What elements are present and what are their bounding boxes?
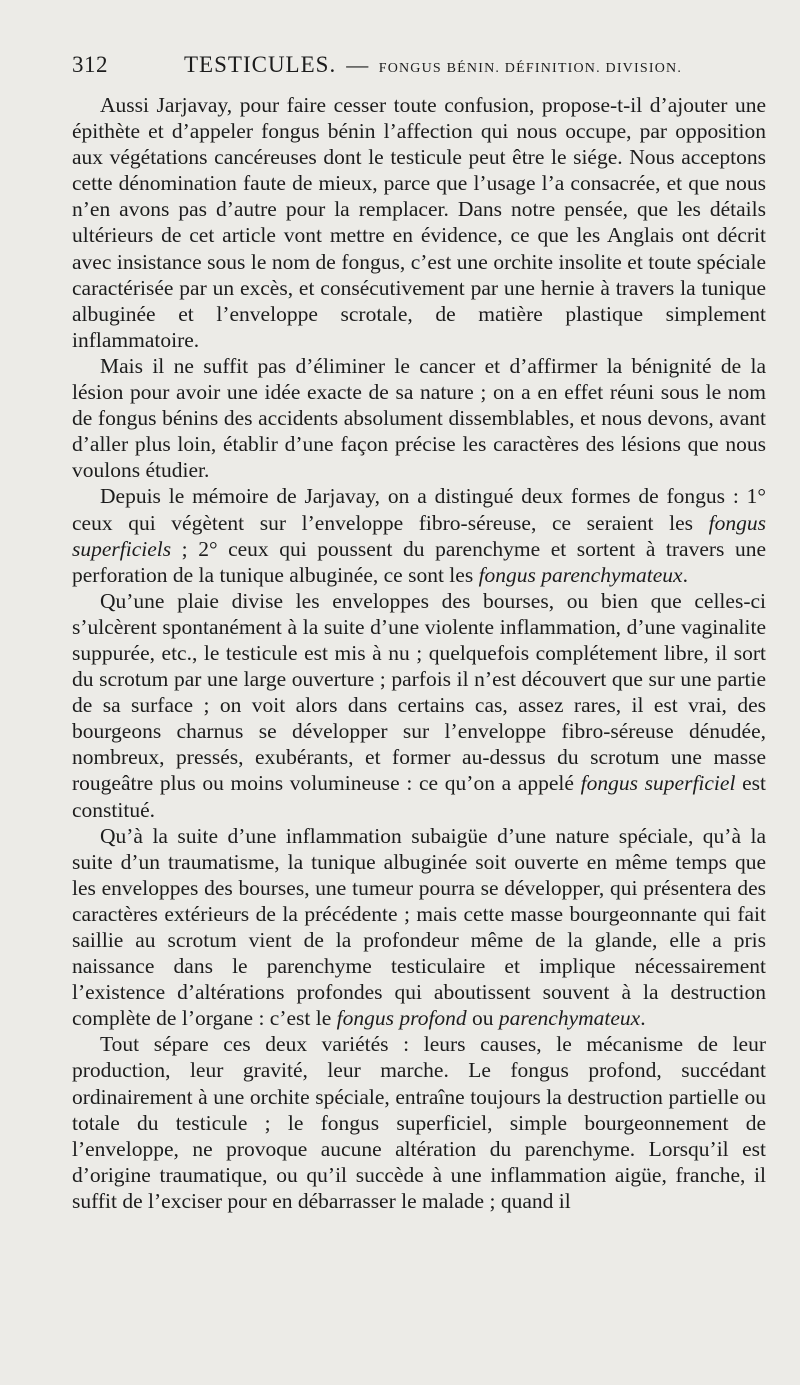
text-run: Tout sépare ces deux variétés : leurs causes, le mécanisme de leur production, leur gravité, leur marche. Le fongus profond, succédant ordinairement à une orchite spéciale, entraîne toujours la destruction partielle ou totale du testicule ; le fongus superficiel, simple bourgeonnement de l’enveloppe, ne provoque aucune altération du parenchyme. Lorsqu’il est d’origine traumatique, ou qu’il succède à une inflammation aigüe, franche, il suffit de l’exciser pour en débarrasser le malade ; quand il [72,1032,766,1213]
text-run: ; 2° ceux qui poussent du parenchyme et sortent à travers une perforation de la tunique albuginée, ce sont les [72,536,766,587]
paragraph-3 [72,483,766,587]
page-number: 312 [72,52,108,77]
italic-term: fongus superficiels [72,510,766,561]
running-header [72,52,766,90]
paragraph-5 [72,823,766,1032]
body-text [72,92,766,1214]
text-run: Depuis le mémoire de Jarjavay, on a distingué deux formes de fongus : 1° ceux qui végètent sur l’enveloppe fibro-séreuse, ce seraient les [72,484,766,535]
running-title: TESTICULES. [184,52,337,77]
paragraph-1 [72,92,766,353]
paragraph-6 [72,1031,766,1214]
italic-term: parenchymateux [498,1006,641,1031]
italic-term: fongus parenchymateux [478,562,683,587]
text-run: Aussi Jarjavay, pour faire cesser toute confusion, propose-t-il d’ajouter une épithète et d’appeler fongus bénin l’affection qui nous occupe, par opposition aux végétations cancéreuses dont le testicule peut être le siége. Nous acceptons cette dénomination faute de mieux, parce que l’usage l’a consacrée, et que nous n’en avons pas d’autre pour la remplacer. Dans notre pensée, que les détails ultérieurs de cet article vont mettre en évidence, ce que les Anglais ont décrit avec insistance sous le nom de fongus, c’est une orchite insolite et toute spéciale caractérisée par un excès, et consécutivement par une hernie à travers la tunique albuginée et l’enveloppe scrotale, de matière plastique simplement inflammatoire. [72,93,766,352]
text-run: est constitué. [72,771,766,822]
text-run: Qu’une plaie divise les enveloppes des bourses, ou bien que celles-ci s’ulcèrent spontanément à la suite d’une violente inflammation, d’une vaginalite suppurée, etc., le testicule est mis à nu ; quelquefois complétement libre, il sort du scrotum par une large ouverture ; parfois il n’est découvert que sur une partie de sa surface ; on voit alors dans certains cas, assez rares, il est vrai, des bourgeons charnus se développer sur l’enveloppe fibro-séreuse dénudée, nombreux, pressés, exubérants, et former au-dessus du scrotum une masse rougeâtre plus ou moins volumineuse : ce qu’on a appelé [72,588,766,796]
text-run: . [682,562,688,587]
text-run: Mais il ne suffit pas d’éliminer le cancer et d’affirmer la bénignité de la lésion pour avoir une idée exacte de sa nature ; on a en effet réuni sous le nom de fongus bénins des accidents absolument dissemblables, et nous devons, avant d’aller plus loin, établir d’une façon précise les caractères des lésions que nous voulons étudier. [72,353,766,483]
paragraph-4 [72,588,766,823]
text-run: Qu’à la suite d’une inflammation subaigüe d’une nature spéciale, qu’à la suite d’un traumatisme, la tunique albuginée soit ouverte en même temps que les enveloppes des bourses, une tumeur pourra se développer, qui présentera des caractères extérieurs de la précédente ; mais cette masse bourgeonnante qui fait saillie au scrotum vient de la profondeur même de la glande, elle a pris naissance dans le parenchyme testiculaire et implique nécessairement l’existence d’altérations profondes qui aboutissent souvent à la destruction complète de l’organe : c’est le [72,823,766,1031]
running-dash: — [346,52,369,77]
italic-term: fongus superficiel [580,771,736,796]
running-subtitle: FONGUS BÉNIN. DÉFINITION. DIVISION. [378,61,683,76]
italic-term: fongus profond [336,1006,467,1031]
text-run: . [640,1006,646,1031]
paragraph-2 [72,353,766,483]
text-run: ou [466,1006,499,1031]
